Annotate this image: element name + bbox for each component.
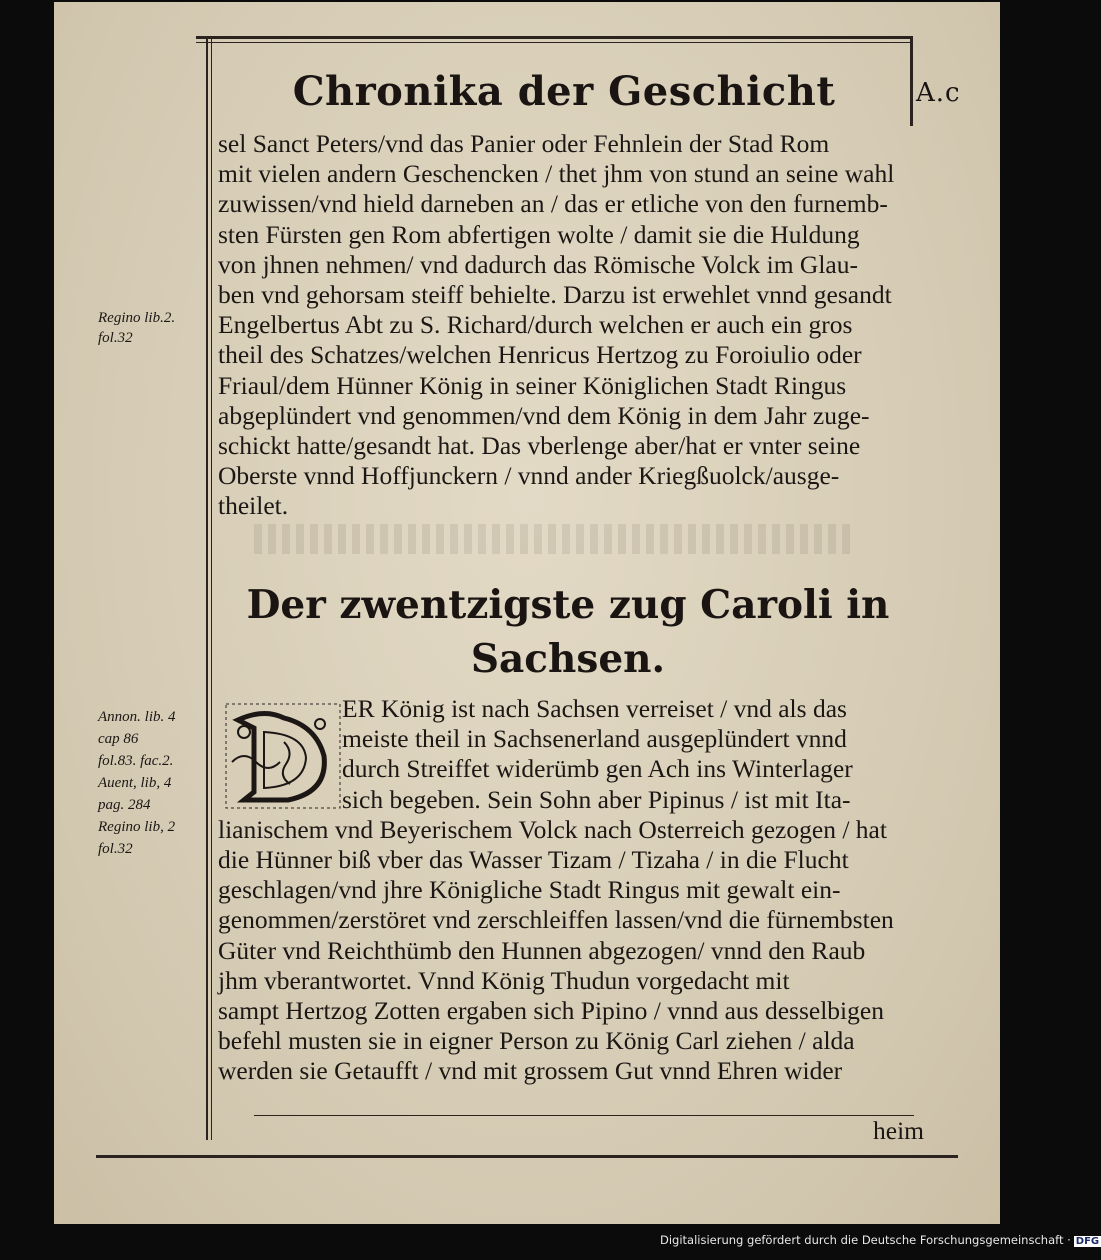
text-line: sich begeben. Sein Sohn aber Pipinus / ist mit Ita- (342, 784, 851, 814)
page-signature: A.c (916, 78, 961, 108)
text-line: von jhnen nehmen/ vnd dadurch das Römische Volck im Glau- (218, 249, 858, 279)
margin-note-line: cap 86 (98, 731, 139, 747)
section-heading-line-1: Der zwentzigste zug Caroli in (246, 582, 890, 628)
text-line: jhm vberantwortet. Vnnd König Thudun vorgedacht mit (218, 965, 790, 995)
paragraph-1 (218, 129, 918, 522)
text-line: ER König ist nach Sachsen verreiset / vnd als das (342, 694, 847, 723)
margin-note-line: Regino lib, 2 (98, 819, 176, 835)
text-line: befehl musten sie in eigner Person zu König Carl ziehen / alda (218, 1026, 855, 1056)
margin-note-line: fol.83. fac.2. (98, 753, 174, 769)
text-line: mit vielen andern Geschencken / thet jhm von stund an seine wahl (218, 159, 895, 189)
text-line: Güter vnd Reichthümb den Hunnen abgezogen/ vnnd den Raub (218, 935, 866, 965)
text-line: Oberste vnnd Hoffjunckern / vnnd ander Kriegßuolck/ausge- (218, 461, 840, 491)
section-heading-line-2: Sachsen. (470, 636, 666, 682)
text-line: lianischem vnd Beyerischem Volck nach Osterreich gezogen / hat (218, 814, 887, 844)
text-line: geschlagen/vnd jhre Königliche Stadt Ringus mit gewalt ein- (218, 875, 841, 905)
margin-note-line: Regino lib.2. (98, 310, 176, 326)
frame-left-rule-thin (211, 36, 212, 1140)
text-line: theilet. (218, 491, 289, 521)
text-line: zuwissen/vnd hield darneben an / das er etliche von den furnemb- (218, 189, 888, 219)
margin-note-line: pag. 284 (98, 797, 151, 813)
running-head: Chronika der Geschicht (292, 68, 836, 115)
margin-note-sources (98, 706, 208, 860)
text-line: sel Sanct Peters/vnd das Panier oder Fehnlein der Stad Rom (218, 129, 830, 158)
margin-note-line: Auent, lib, 4 (98, 775, 172, 791)
text-line: theil des Schatzes/welchen Henricus Hertzog zu Foroiulio oder (218, 340, 862, 370)
frame-left-rule (206, 36, 208, 1140)
credit-text: Digitalisierung gefördert durch die Deutsche Forschungsgemeinschaft · (660, 1233, 1071, 1247)
text-line: sampt Hertzog Zotten ergaben sich Pipino / vnnd aus desselbigen (218, 996, 884, 1026)
margin-note-line: Annon. lib. 4 (98, 709, 176, 725)
text-line: ben vnd gehorsam steiff behielte. Darzu ist erwehlet vnnd gesandt (218, 280, 892, 310)
margin-note-regino (98, 308, 208, 348)
text-block-bottom-rule (254, 1115, 914, 1116)
bleed-through-text (254, 524, 854, 554)
text-line: meiste theil in Sachsenerland ausgeplündert vnnd (342, 724, 847, 754)
text-line: durch Streiffet widerümb gen Ach ins Winterlager (342, 754, 853, 784)
digitization-credit (660, 1233, 1101, 1247)
text-line: sten Fürsten gen Rom abfertigen wolte / damit sie die Huldung (218, 219, 860, 249)
text-line: Friaul/dem Hünner König in seiner Königlichen Stadt Ringus (218, 370, 847, 400)
text-line: Engelbertus Abt zu S. Richard/durch welchen er auch ein gros (218, 310, 853, 340)
scanned-page (54, 2, 1000, 1224)
dfg-logo: DFG (1075, 1236, 1100, 1247)
frame-top-rule (196, 36, 912, 39)
margin-note-line: fol.32 (98, 841, 133, 857)
text-line: abgeplündert vnd genommen/vnd dem König in dem Jahr zuge- (218, 400, 870, 430)
paragraph-2 (218, 694, 918, 1087)
text-line: werden sie Getaufft / vnd mit grossem Gut vnnd Ehren wider (218, 1056, 843, 1086)
frame-top-rule-thin (196, 42, 912, 43)
text-line: schickt hatte/gesandt hat. Das vberlenge aber/hat er vnter seine (218, 431, 861, 461)
page-bottom-rule (96, 1155, 958, 1158)
catchword: heim (873, 1116, 924, 1145)
text-line: die Hünner biß vber das Wasser Tizam / Tizaha / in die Flucht (218, 845, 849, 875)
margin-note-line: fol.32 (98, 330, 133, 346)
text-line: genommen/zerstöret vnd zerschleiffen lassen/vnd die fürnembsten (218, 905, 894, 935)
